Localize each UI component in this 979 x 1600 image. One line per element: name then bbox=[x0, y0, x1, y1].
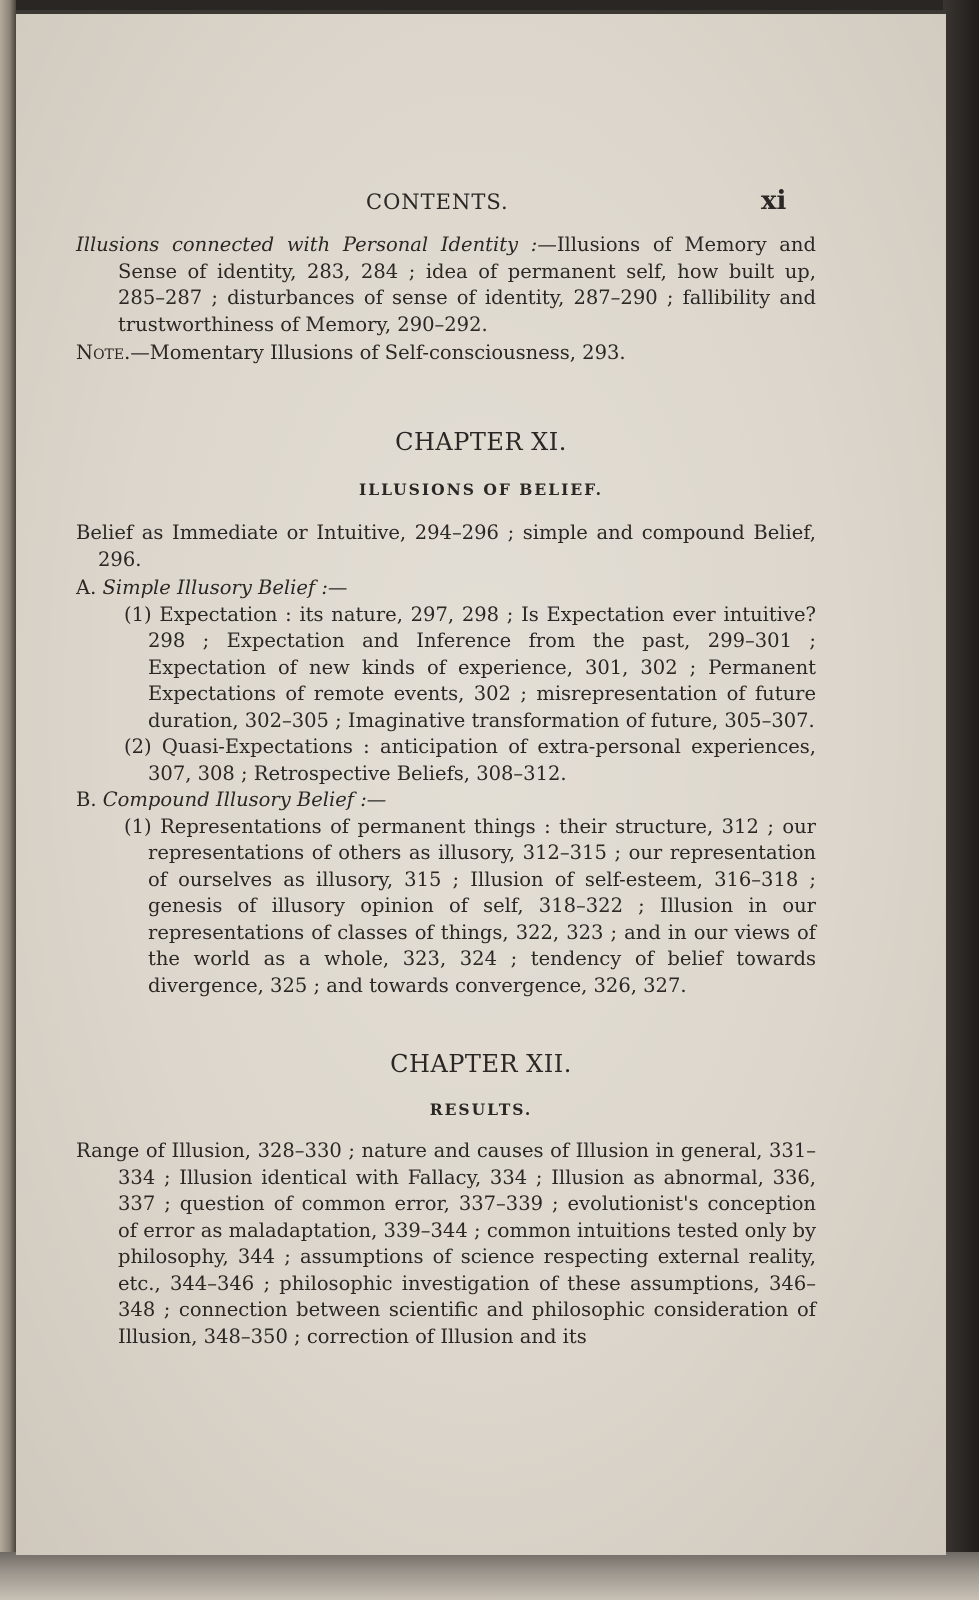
personal-identity-entry bbox=[76, 232, 816, 338]
entry-label: Illusions connected with Personal Identity :— bbox=[76, 233, 557, 256]
section-a-item-1: (1) Expectation : its nature, 297, 298 ; Is Expectation ever intuitive? 298 ; Expectation and Inference from the past, 299–301 ; Expectation of new kinds of experience, 301, 302 ; Permanent Expectations of remote events, 302 ; misrepresentation of future duration, 302–305 ; Imaginative transformation of future, 305–307. bbox=[124, 602, 816, 732]
section-b-label: Compound Illusory Belief :— bbox=[102, 788, 387, 811]
results-entry: Range of Illusion, 328–330 ; nature and causes of Illusion in general, 331–334 ; Illusion identical with Fallacy, 334 ; Illusion as abnormal, 336, 337 ; question of common error, 337–339 ; evolutionist's conception of error as maladaptation, 339–344 ; common intuitions tested only by philosophy, 344 ; assumptions of science respecting external reality, etc., 344–346 ; philosophic investigation of these assumptions, 346–348 ; connection between scientific and philosophic consideration of Illusion, 348–350 ; correction of Illusion and its bbox=[76, 1139, 816, 1348]
section-b-item-1: (1) Representations of permanent things : their structure, 312 ; our representations of others as illusory, 312–315 ; our representation of ourselves as illusory, 315 ; Illusion of self-esteem, 316–318 ; genesis of illusory opinion of self, 318–322 ; Illusion in our representations of classes of things, 322, 323 ; and in our views of the world as a whole, 323, 324 ; tendency of belief towards divergence, 325 ; and towards convergence, 326, 327. bbox=[124, 814, 816, 997]
page-number: xi bbox=[761, 186, 787, 216]
chapter-12-body bbox=[76, 1138, 816, 1350]
section-a-item-2: (2) Quasi-Expectations : anticipation of extra-personal experiences, 307, 308 ; Retrospective Beliefs, 308–312. bbox=[124, 735, 816, 785]
book-page bbox=[16, 10, 946, 1555]
section-b-heading bbox=[76, 787, 816, 814]
bottom-surface bbox=[0, 1552, 979, 1600]
section-a-marker: A. bbox=[76, 576, 97, 599]
left-page-edge bbox=[0, 0, 16, 1600]
section-b-marker: B. bbox=[76, 788, 97, 811]
chapter-11-subtitle: ILLUSIONS OF BELIEF. bbox=[358, 480, 604, 499]
note-entry bbox=[76, 340, 816, 367]
chapter-12-subtitle: RESULTS. bbox=[429, 1100, 533, 1119]
note-label: Note. bbox=[76, 341, 131, 364]
section-a-label: Simple Illusory Belief :— bbox=[102, 576, 348, 599]
chapter-12-title: CHAPTER XII. bbox=[390, 1050, 572, 1078]
section-a-heading bbox=[76, 575, 816, 602]
chapter-11-title: CHAPTER XI. bbox=[395, 428, 567, 456]
right-background bbox=[943, 0, 979, 1600]
running-title: CONTENTS. bbox=[366, 190, 509, 214]
belief-intro: Belief as Immediate or Intuitive, 294–296 ; simple and compound Belief, 296. bbox=[76, 521, 816, 571]
chapter-11-body bbox=[76, 520, 816, 999]
note-text: —Momentary Illusions of Self-consciousness, 293. bbox=[130, 341, 626, 364]
page-header bbox=[16, 188, 946, 222]
previous-chapter-section bbox=[76, 232, 816, 367]
entry-text: Illusions of Memory and Sense of identity, 283, 284 ; idea of permanent self, how built up, 285–287 ; disturbances of sense of identity, 287–290 ; fallibility and trustworthiness of Memory, 290–292. bbox=[118, 233, 816, 336]
